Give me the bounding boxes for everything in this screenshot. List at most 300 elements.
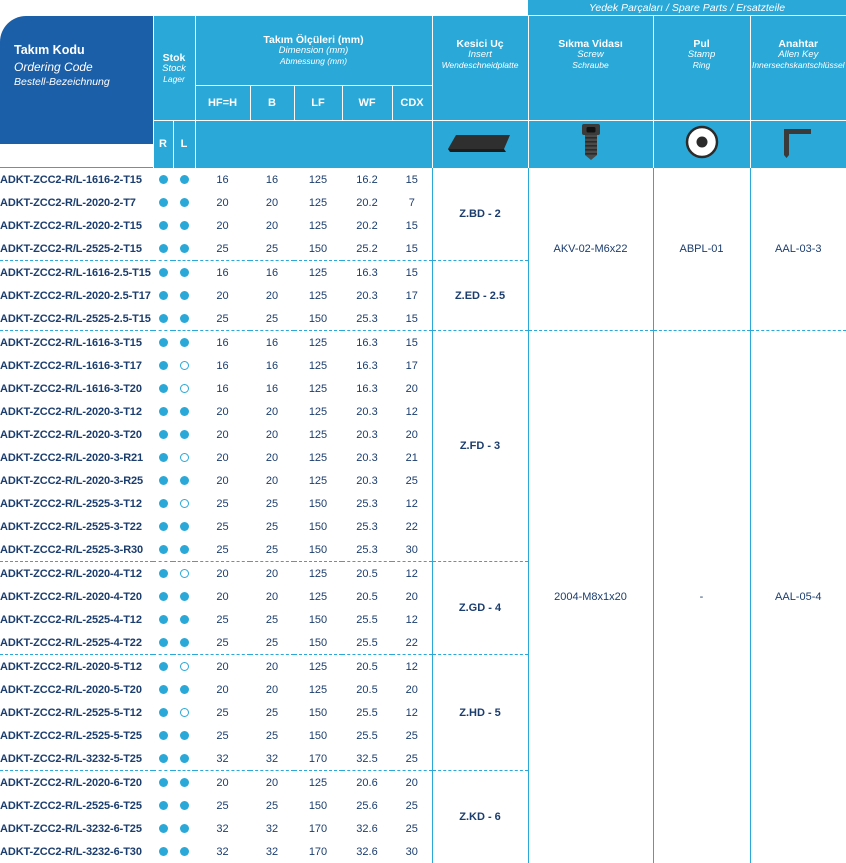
row-stock-l — [173, 538, 195, 562]
ring-shape-icon — [684, 124, 720, 160]
row-ordering-code: ADKT-ZCC2-R/L-2020-3-T12 — [0, 400, 153, 423]
row-b: 20 — [250, 284, 294, 307]
allen-key-title-en: Allen Key — [751, 50, 846, 61]
row-lf: 125 — [294, 354, 342, 377]
row-stock-r — [153, 747, 173, 771]
row-b: 25 — [250, 237, 294, 261]
stock-dot-icon — [180, 268, 189, 277]
stock-dot-icon — [159, 175, 168, 184]
ordering-code-tab — [0, 16, 153, 144]
row-wf: 25.5 — [342, 631, 392, 655]
row-lf: 125 — [294, 562, 342, 586]
row-lf: 125 — [294, 261, 342, 285]
spare-parts-banner-en: Spare Parts — [672, 2, 727, 14]
stock-dot-icon — [180, 731, 189, 740]
row-wf: 20.5 — [342, 585, 392, 608]
row-stock-l — [173, 284, 195, 307]
row-cdx: 25 — [392, 469, 432, 492]
row-lf: 150 — [294, 724, 342, 747]
row-wf: 25.5 — [342, 608, 392, 631]
insert-group-label: Z.FD - 3 — [432, 331, 528, 562]
header-row-spareparts-banner — [0, 0, 846, 16]
row-wf: 25.3 — [342, 492, 392, 515]
screw-shape-icon — [576, 122, 606, 162]
row-hf: 32 — [195, 840, 250, 863]
allen-key-header — [750, 16, 846, 121]
row-b: 25 — [250, 724, 294, 747]
row-hf: 16 — [195, 261, 250, 285]
row-b: 20 — [250, 446, 294, 469]
row-ordering-code: ADKT-ZCC2-R/L-1616-3-T15 — [0, 331, 153, 355]
row-hf: 20 — [195, 585, 250, 608]
row-hf: 20 — [195, 446, 250, 469]
row-lf: 125 — [294, 400, 342, 423]
screw-title-tr: Sıkma Vidası — [529, 38, 653, 50]
row-ordering-code: ADKT-ZCC2-R/L-2020-2-T7 — [0, 191, 153, 214]
allen-key-title-tr: Anahtar — [751, 38, 846, 50]
row-ordering-code: ADKT-ZCC2-R/L-1616-2.5-T15 — [0, 261, 153, 285]
row-hf: 25 — [195, 608, 250, 631]
row-b: 25 — [250, 515, 294, 538]
row-stock-r — [153, 354, 173, 377]
row-lf: 170 — [294, 840, 342, 863]
stock-dot-icon — [180, 453, 189, 462]
row-wf: 25.6 — [342, 794, 392, 817]
row-hf: 25 — [195, 538, 250, 562]
row-stock-r — [153, 446, 173, 469]
stock-title-en: Stock — [154, 64, 195, 75]
row-cdx: 30 — [392, 538, 432, 562]
spare-parts-banner-sep2: / — [730, 2, 736, 14]
row-wf: 25.2 — [342, 237, 392, 261]
row-stock-r — [153, 631, 173, 655]
row-stock-l — [173, 237, 195, 261]
row-cdx: 15 — [392, 331, 432, 355]
catalog-body — [0, 168, 846, 863]
stock-dot-icon — [159, 291, 168, 300]
stock-dot-icon — [180, 662, 189, 671]
row-b: 20 — [250, 423, 294, 446]
row-stock-l — [173, 771, 195, 795]
row-ordering-code: ADKT-ZCC2-R/L-2020-4-T20 — [0, 585, 153, 608]
row-hf: 25 — [195, 724, 250, 747]
row-b: 25 — [250, 631, 294, 655]
row-cdx: 20 — [392, 678, 432, 701]
stock-dot-icon — [180, 824, 189, 833]
insert-shape-icon — [444, 129, 516, 155]
row-hf: 20 — [195, 469, 250, 492]
ordering-code-title-de: Bestell-Bezeichnung — [14, 75, 153, 89]
row-hf: 25 — [195, 237, 250, 261]
stock-dot-icon — [159, 198, 168, 207]
row-b: 32 — [250, 747, 294, 771]
row-wf: 32.6 — [342, 817, 392, 840]
row-wf: 20.3 — [342, 469, 392, 492]
row-stock-r — [153, 469, 173, 492]
row-stock-l — [173, 724, 195, 747]
row-cdx: 22 — [392, 631, 432, 655]
row-hf: 25 — [195, 701, 250, 724]
row-b: 25 — [250, 608, 294, 631]
row-stock-r — [153, 701, 173, 724]
row-cdx: 12 — [392, 655, 432, 679]
row-cdx: 25 — [392, 724, 432, 747]
row-stock-r — [153, 678, 173, 701]
stock-dot-icon — [180, 847, 189, 856]
stock-dot-icon — [180, 638, 189, 647]
stock-dot-icon — [180, 244, 189, 253]
stock-dot-icon — [159, 430, 168, 439]
row-wf: 20.2 — [342, 191, 392, 214]
stock-dot-icon — [180, 291, 189, 300]
insert-group-label: Z.BD - 2 — [432, 168, 528, 261]
row-lf: 125 — [294, 678, 342, 701]
allen-key-icon — [750, 121, 846, 168]
row-lf: 150 — [294, 515, 342, 538]
stock-dot-icon — [180, 615, 189, 624]
row-stock-l — [173, 492, 195, 515]
row-stock-l — [173, 307, 195, 331]
spare-ring-label: - — [653, 331, 750, 863]
insert-title-de: Wendeschneidplatte — [433, 61, 528, 71]
stock-dot-icon — [159, 338, 168, 347]
row-cdx: 7 — [392, 191, 432, 214]
row-lf: 125 — [294, 771, 342, 795]
row-lf: 150 — [294, 631, 342, 655]
row-cdx: 12 — [392, 492, 432, 515]
stock-dot-icon — [159, 453, 168, 462]
row-hf: 20 — [195, 400, 250, 423]
row-b: 20 — [250, 655, 294, 679]
ordering-code-header — [0, 16, 153, 168]
row-lf: 170 — [294, 747, 342, 771]
stock-dot-icon — [180, 407, 189, 416]
stock-dot-icon — [159, 314, 168, 323]
ring-header — [653, 16, 750, 121]
row-wf: 16.3 — [342, 331, 392, 355]
row-stock-l — [173, 817, 195, 840]
row-stock-r — [153, 515, 173, 538]
row-lf: 125 — [294, 423, 342, 446]
row-ordering-code: ADKT-ZCC2-R/L-3232-5-T25 — [0, 747, 153, 771]
row-wf: 16.2 — [342, 168, 392, 192]
spare-ring-label: ABPL-01 — [653, 168, 750, 331]
stock-header — [153, 16, 195, 121]
stock-dot-icon — [159, 708, 168, 717]
ordering-code-title-en: Ordering Code — [14, 59, 153, 75]
ring-icon — [653, 121, 750, 168]
row-hf: 16 — [195, 168, 250, 192]
row-wf: 16.3 — [342, 354, 392, 377]
row-hf: 20 — [195, 423, 250, 446]
stock-dot-icon — [159, 824, 168, 833]
allen-key-title-de: Innersechskantschlüssel — [751, 61, 846, 71]
stock-dot-icon — [159, 638, 168, 647]
row-stock-l — [173, 608, 195, 631]
row-wf: 20.5 — [342, 562, 392, 586]
row-stock-r — [153, 331, 173, 355]
row-hf: 25 — [195, 631, 250, 655]
stock-dot-icon — [180, 175, 189, 184]
row-ordering-code: ADKT-ZCC2-R/L-2525-2.5-T15 — [0, 307, 153, 331]
row-stock-r — [153, 724, 173, 747]
row-lf: 125 — [294, 168, 342, 192]
row-lf: 150 — [294, 794, 342, 817]
row-cdx: 12 — [392, 562, 432, 586]
row-lf: 125 — [294, 585, 342, 608]
screw-title-en: Screw — [529, 50, 653, 61]
row-b: 16 — [250, 168, 294, 192]
row-ordering-code: ADKT-ZCC2-R/L-3232-6-T30 — [0, 840, 153, 863]
row-ordering-code: ADKT-ZCC2-R/L-2525-3-T22 — [0, 515, 153, 538]
row-wf: 32.5 — [342, 747, 392, 771]
row-wf: 20.6 — [342, 771, 392, 795]
row-b: 25 — [250, 538, 294, 562]
allen-key-shape-icon — [777, 124, 819, 160]
stock-dot-icon — [180, 314, 189, 323]
row-cdx: 15 — [392, 168, 432, 192]
row-lf: 125 — [294, 191, 342, 214]
row-ordering-code: ADKT-ZCC2-R/L-2525-3-T12 — [0, 492, 153, 515]
stock-dot-icon — [159, 361, 168, 370]
stock-dot-icon — [180, 685, 189, 694]
row-ordering-code: ADKT-ZCC2-R/L-2020-5-T20 — [0, 678, 153, 701]
stock-dot-icon — [180, 221, 189, 230]
row-stock-l — [173, 423, 195, 446]
col-head-b: B — [250, 86, 294, 121]
row-lf: 150 — [294, 538, 342, 562]
row-hf: 25 — [195, 794, 250, 817]
stock-dot-icon — [159, 545, 168, 554]
row-stock-l — [173, 214, 195, 237]
stock-dot-icon — [159, 847, 168, 856]
row-b: 20 — [250, 191, 294, 214]
row-lf: 150 — [294, 492, 342, 515]
row-hf: 25 — [195, 515, 250, 538]
row-wf: 32.6 — [342, 840, 392, 863]
spare-key-label: AAL-05-4 — [750, 331, 846, 863]
row-stock-r — [153, 400, 173, 423]
row-lf: 150 — [294, 701, 342, 724]
row-stock-r — [153, 284, 173, 307]
row-wf: 25.5 — [342, 724, 392, 747]
screw-header — [528, 16, 653, 121]
dimensions-title-de: Abmessung (mm) — [196, 57, 432, 67]
row-stock-r — [153, 492, 173, 515]
row-lf: 170 — [294, 817, 342, 840]
stock-dot-icon — [180, 476, 189, 485]
table-row — [0, 168, 846, 192]
stock-dot-icon — [159, 384, 168, 393]
row-b: 20 — [250, 214, 294, 237]
row-stock-r — [153, 191, 173, 214]
row-hf: 16 — [195, 377, 250, 400]
row-wf: 20.3 — [342, 423, 392, 446]
ring-title-en: Stamp — [654, 50, 750, 61]
stock-dot-icon — [159, 731, 168, 740]
row-cdx: 20 — [392, 377, 432, 400]
row-cdx: 30 — [392, 840, 432, 863]
row-stock-r — [153, 840, 173, 863]
spare-screw-label: 2004-M8x1x20 — [528, 331, 653, 863]
row-stock-l — [173, 400, 195, 423]
row-stock-l — [173, 261, 195, 285]
spare-parts-banner-de: Ersatzteile — [736, 2, 785, 14]
stock-dot-icon — [159, 407, 168, 416]
insert-group-label: Z.HD - 5 — [432, 655, 528, 771]
spare-key-label: AAL-03-3 — [750, 168, 846, 331]
row-b: 32 — [250, 817, 294, 840]
row-lf: 150 — [294, 307, 342, 331]
stock-dot-icon — [159, 778, 168, 787]
col-head-lf: LF — [294, 86, 342, 121]
row-b: 32 — [250, 840, 294, 863]
row-ordering-code: ADKT-ZCC2-R/L-2020-3-R21 — [0, 446, 153, 469]
row-cdx: 20 — [392, 771, 432, 795]
row-ordering-code: ADKT-ZCC2-R/L-2525-5-T25 — [0, 724, 153, 747]
row-cdx: 25 — [392, 794, 432, 817]
stock-dot-icon — [159, 662, 168, 671]
row-ordering-code: ADKT-ZCC2-R/L-1616-3-T17 — [0, 354, 153, 377]
dimensions-title-tr: Takım Ölçüleri (mm) — [196, 34, 432, 46]
row-stock-r — [153, 585, 173, 608]
row-cdx: 20 — [392, 423, 432, 446]
row-wf: 20.3 — [342, 284, 392, 307]
row-stock-r — [153, 261, 173, 285]
stock-dot-icon — [180, 499, 189, 508]
spare-parts-banner-sep1: / — [666, 2, 672, 14]
row-hf: 20 — [195, 655, 250, 679]
row-b: 16 — [250, 261, 294, 285]
row-hf: 16 — [195, 354, 250, 377]
row-wf: 25.3 — [342, 538, 392, 562]
row-b: 25 — [250, 307, 294, 331]
col-head-hf: HF=H — [195, 86, 250, 121]
row-stock-r — [153, 562, 173, 586]
stock-dot-icon — [180, 430, 189, 439]
row-b: 20 — [250, 562, 294, 586]
row-wf: 20.5 — [342, 655, 392, 679]
row-ordering-code: ADKT-ZCC2-R/L-2020-5-T12 — [0, 655, 153, 679]
row-ordering-code: ADKT-ZCC2-R/L-2020-6-T20 — [0, 771, 153, 795]
insert-group-label: Z.KD - 6 — [432, 771, 528, 863]
header-row-titles — [0, 16, 846, 86]
row-lf: 125 — [294, 469, 342, 492]
row-stock-l — [173, 701, 195, 724]
stock-title-tr: Stok — [154, 52, 195, 64]
col-head-l: L — [173, 121, 195, 168]
row-stock-r — [153, 608, 173, 631]
row-stock-r — [153, 168, 173, 192]
row-cdx: 15 — [392, 237, 432, 261]
stock-dot-icon — [159, 221, 168, 230]
row-cdx: 25 — [392, 747, 432, 771]
row-ordering-code: ADKT-ZCC2-R/L-2020-4-T12 — [0, 562, 153, 586]
row-hf: 20 — [195, 191, 250, 214]
row-stock-r — [153, 655, 173, 679]
row-hf: 32 — [195, 747, 250, 771]
row-cdx: 15 — [392, 214, 432, 237]
insert-icon — [432, 121, 528, 168]
row-stock-r — [153, 423, 173, 446]
row-lf: 125 — [294, 655, 342, 679]
row-lf: 125 — [294, 214, 342, 237]
row-hf: 25 — [195, 307, 250, 331]
row-wf: 25.3 — [342, 515, 392, 538]
row-stock-l — [173, 469, 195, 492]
stock-dot-icon — [159, 569, 168, 578]
row-cdx: 15 — [392, 261, 432, 285]
row-cdx: 17 — [392, 284, 432, 307]
row-stock-l — [173, 446, 195, 469]
row-cdx: 15 — [392, 307, 432, 331]
spare-parts-banner — [528, 0, 846, 16]
row-cdx: 17 — [392, 354, 432, 377]
row-cdx: 22 — [392, 515, 432, 538]
insert-title-tr: Kesici Uç — [433, 38, 528, 50]
row-b: 20 — [250, 678, 294, 701]
spare-screw-label: AKV-02-M6x22 — [528, 168, 653, 331]
row-b: 16 — [250, 331, 294, 355]
dimensions-icon-spacer — [195, 121, 432, 168]
stock-dot-icon — [159, 522, 168, 531]
row-ordering-code: ADKT-ZCC2-R/L-2525-6-T25 — [0, 794, 153, 817]
row-cdx: 25 — [392, 817, 432, 840]
row-stock-l — [173, 840, 195, 863]
row-ordering-code: ADKT-ZCC2-R/L-2020-3-R25 — [0, 469, 153, 492]
row-b: 20 — [250, 469, 294, 492]
row-b: 16 — [250, 354, 294, 377]
row-cdx: 20 — [392, 585, 432, 608]
stock-dot-icon — [180, 754, 189, 763]
stock-dot-icon — [180, 778, 189, 787]
stock-dot-icon — [180, 338, 189, 347]
dimensions-header — [195, 16, 432, 86]
row-stock-l — [173, 747, 195, 771]
row-ordering-code: ADKT-ZCC2-R/L-2525-4-T22 — [0, 631, 153, 655]
row-lf: 150 — [294, 608, 342, 631]
stock-dot-icon — [159, 499, 168, 508]
row-ordering-code: ADKT-ZCC2-R/L-2525-5-T12 — [0, 701, 153, 724]
stock-dot-icon — [159, 685, 168, 694]
ring-title-de: Ring — [654, 61, 750, 71]
row-stock-r — [153, 377, 173, 400]
stock-dot-icon — [180, 592, 189, 601]
row-wf: 25.3 — [342, 307, 392, 331]
row-stock-l — [173, 168, 195, 192]
stock-dot-icon — [180, 361, 189, 370]
stock-dot-icon — [159, 244, 168, 253]
stock-dot-icon — [180, 708, 189, 717]
row-stock-r — [153, 237, 173, 261]
row-hf: 20 — [195, 771, 250, 795]
row-hf: 20 — [195, 678, 250, 701]
spare-parts-banner-tr: Yedek Parçaları — [589, 2, 663, 14]
row-hf: 20 — [195, 562, 250, 586]
row-stock-r — [153, 538, 173, 562]
row-stock-l — [173, 678, 195, 701]
row-stock-l — [173, 655, 195, 679]
stock-dot-icon — [159, 801, 168, 810]
screw-icon — [528, 121, 653, 168]
row-ordering-code: ADKT-ZCC2-R/L-2525-4-T12 — [0, 608, 153, 631]
row-stock-r — [153, 817, 173, 840]
stock-dot-icon — [159, 615, 168, 624]
stock-dot-icon — [180, 801, 189, 810]
row-stock-l — [173, 585, 195, 608]
row-wf: 20.3 — [342, 446, 392, 469]
row-stock-l — [173, 354, 195, 377]
